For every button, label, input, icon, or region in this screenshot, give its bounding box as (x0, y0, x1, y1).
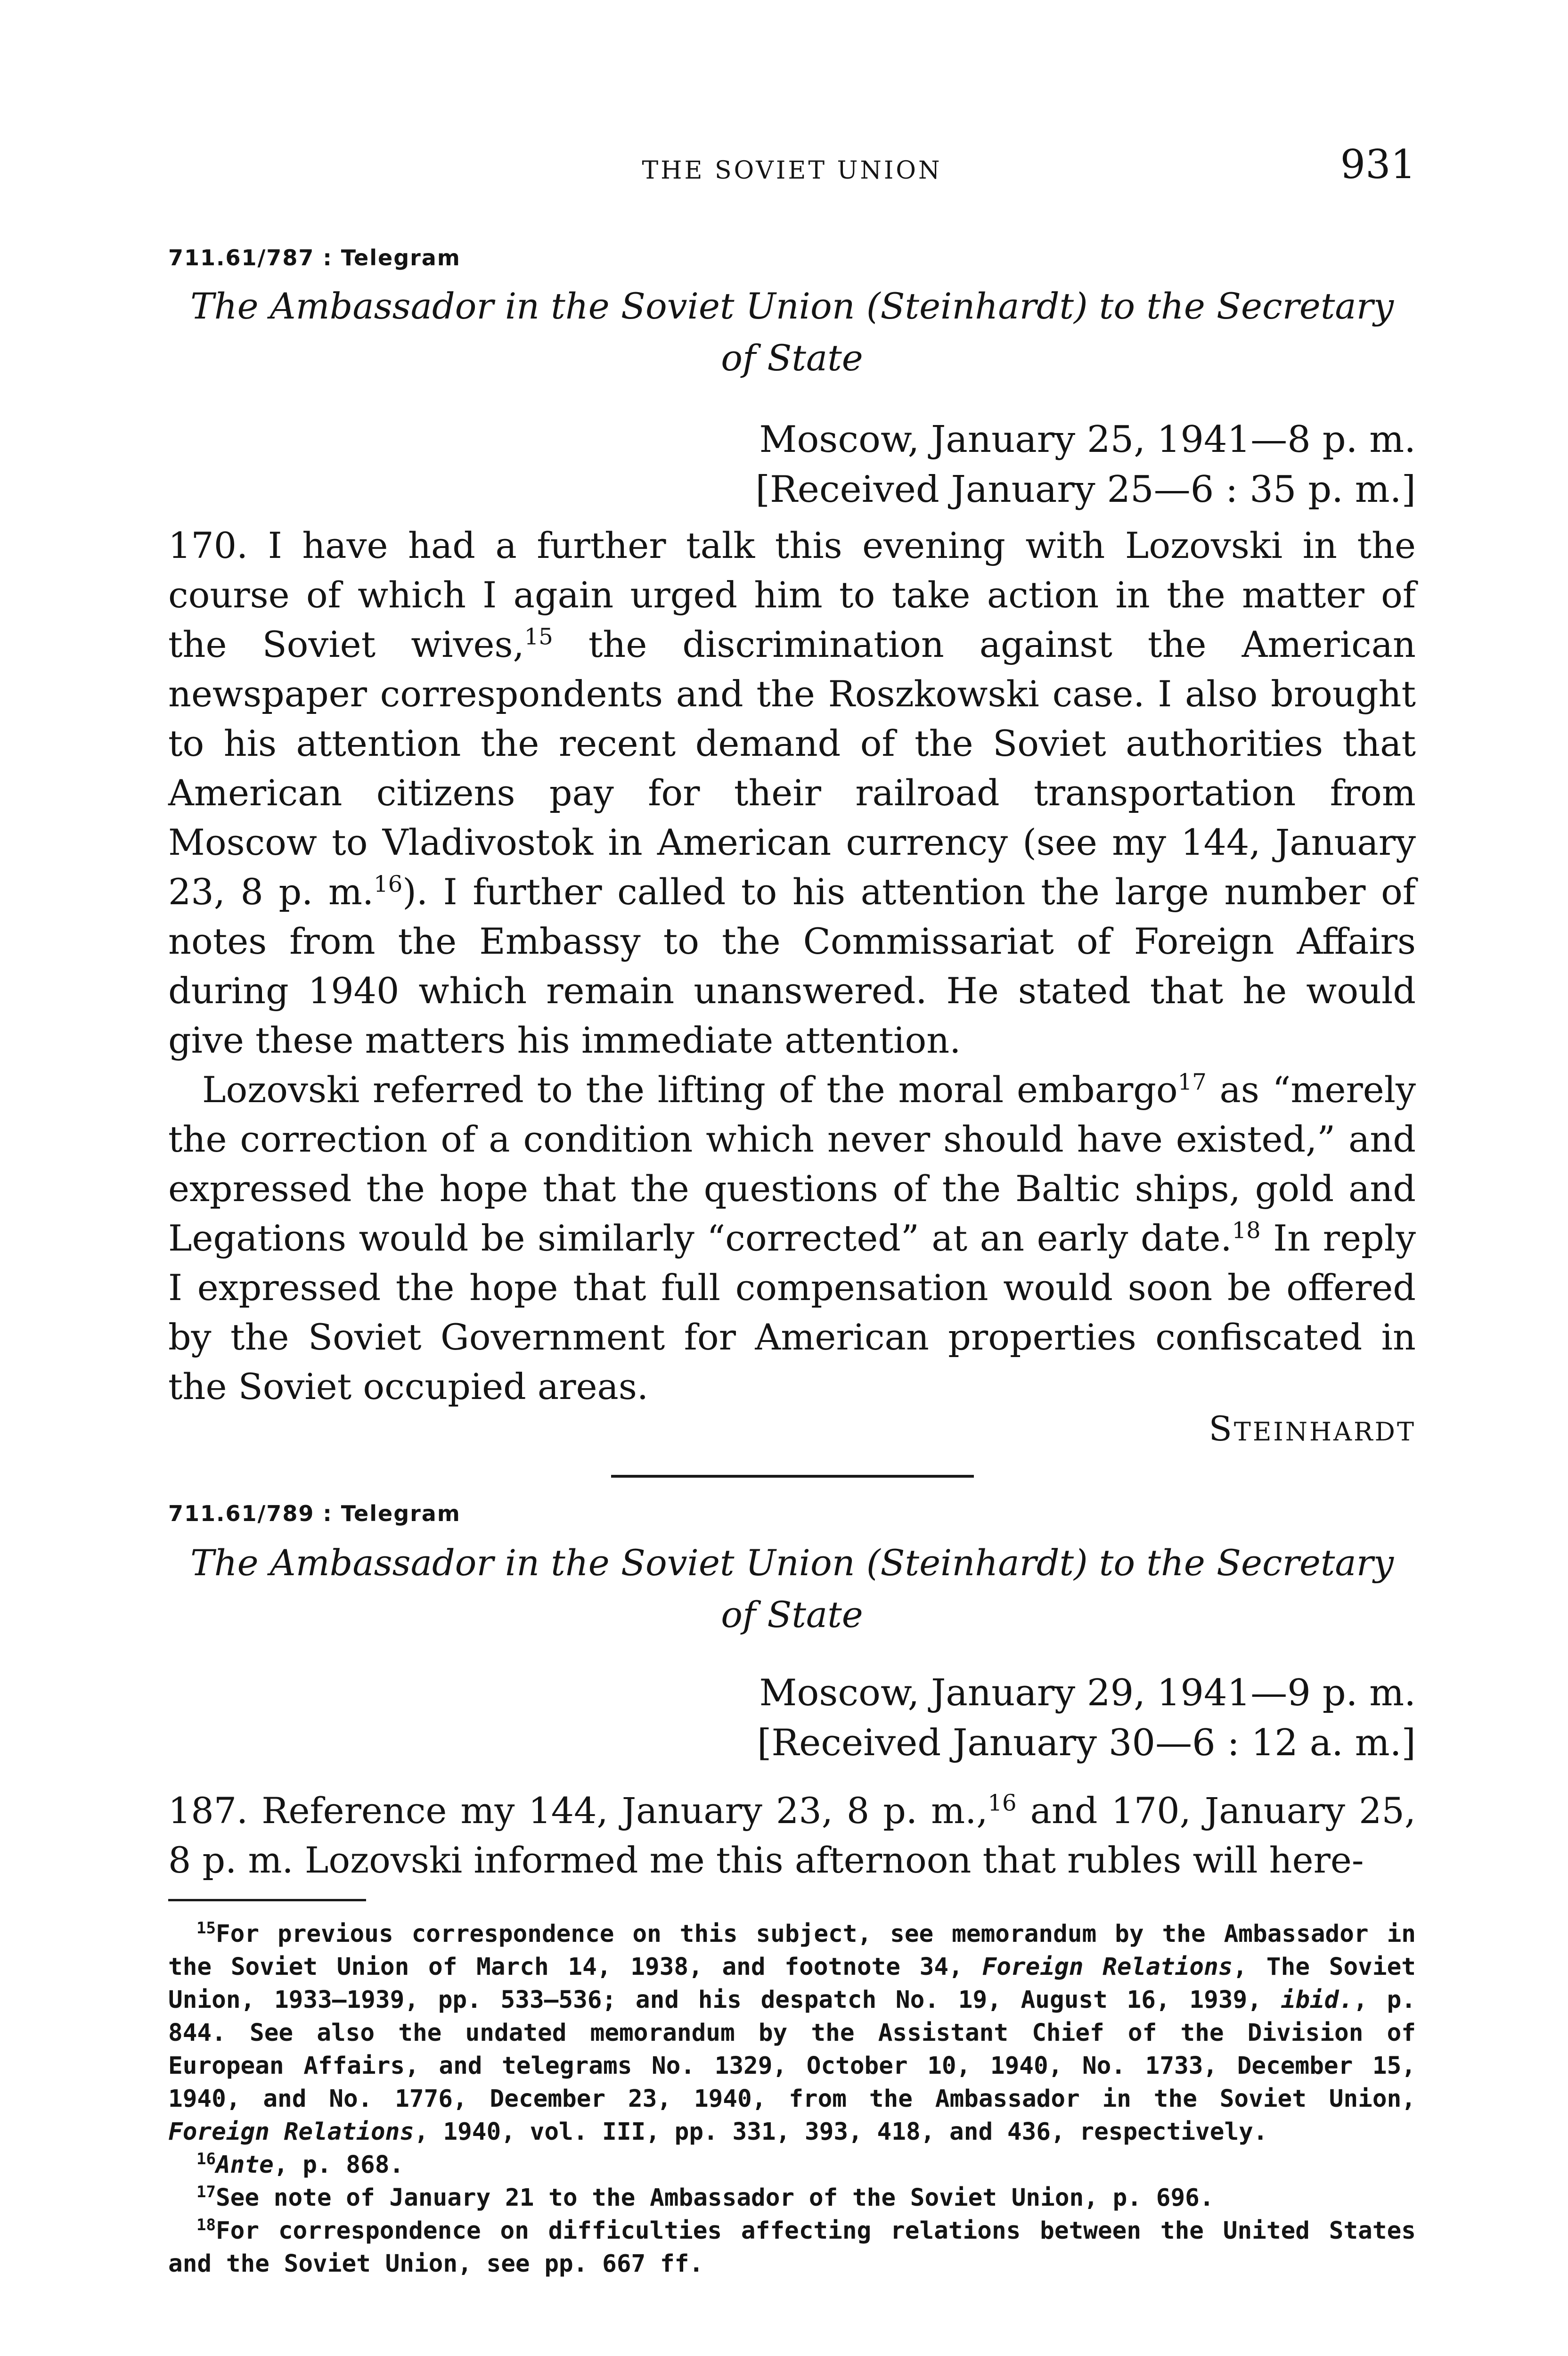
document-title (168, 1537, 1416, 1641)
footnote (168, 2215, 1416, 2281)
dateline-sent: Moscow, January 29, 1941—9 p. m. (759, 1672, 1416, 1714)
footnote (168, 2182, 1416, 2215)
document-title (168, 280, 1416, 384)
footnote-ref[interactable]: 15 (524, 623, 553, 650)
document-title-line: The Ambassador in the Soviet Union (Steinhardt) to the Secretary (190, 285, 1394, 327)
text-run: 187. Reference my 144, January 23, 8 p. m., (168, 1790, 988, 1832)
document-title-line: The Ambassador in the Soviet Union (Steinhardt) to the Secretary (190, 1542, 1394, 1584)
footnote (168, 2149, 1416, 2182)
text-run: the discrimination against the American newspaper correspondents and the Roszkowski case. I also brought to his attention the recent demand of the Soviet authorities that American citizens pay for their railroad transportation from Moscow to Vladivostok in American currency (see my 144, January 23, 8 p. m. (168, 623, 1416, 913)
running-head (168, 141, 1416, 193)
body-paragraph (168, 1786, 1416, 1885)
dateline-sent: Moscow, January 25, 1941—8 p. m. (759, 418, 1416, 461)
footnote-mark: 16 (196, 2150, 216, 2168)
footnote-italic-text: ibid. (1281, 1986, 1354, 2014)
section-divider (611, 1475, 974, 1478)
signature-rest: TEINHARDT (1233, 1417, 1416, 1447)
footnote-ref[interactable]: 16 (374, 871, 403, 898)
footnote (168, 1918, 1416, 2149)
text-run: In reply I expressed the hope that full compensation would soon be offered by the Soviet Government for American properties confiscated in the Soviet occupied areas. (168, 1217, 1416, 1407)
dateline (474, 415, 1416, 515)
footnote-text: , The Soviet Union, 1933–1939, pp. 533–536; and his despatch No. 19, August 16, 1939, (168, 1953, 1416, 2014)
footnote-mark: 18 (196, 2216, 216, 2234)
page (168, 0, 1416, 2356)
signature-initial: S (1209, 1409, 1234, 1448)
page-number: 931 (1340, 141, 1416, 188)
file-reference: 711.61/789 : Telegram (168, 1501, 461, 1526)
dateline-received: [Received January 30—6 : 12 a. m.] (757, 1722, 1416, 1764)
footnote-ref[interactable]: 18 (1232, 1217, 1261, 1244)
telegram-body (168, 1786, 1416, 1885)
footnote-text: , p. 868. (273, 2151, 404, 2179)
footnote-mark: 15 (196, 1919, 216, 1938)
footnote-text: For correspondence on difficulties affecting relations between the United States and the Soviet Union, see pp. 667 ff. (168, 2217, 1416, 2278)
footnote-mark: 17 (196, 2183, 216, 2201)
text-run: ). I further called to his attention the large number of notes from the Embassy to the Commissariat of Foreign Affairs during 1940 which remain unanswered. He stated that he would give these matters his immediate attention. (168, 871, 1416, 1061)
telegram-body (168, 521, 1416, 1411)
body-paragraph (168, 1065, 1416, 1411)
footnote-italic-text: Ante (215, 2151, 274, 2179)
footnotes (168, 1918, 1416, 2281)
footnote-ref[interactable]: 16 (988, 1790, 1017, 1816)
dateline-received: [Received January 25—6 : 35 p. m.] (755, 468, 1416, 511)
text-run: Lozovski referred to the lifting of the moral embargo (202, 1069, 1178, 1111)
footnote-italic-text: Foreign Relations (168, 2118, 414, 2146)
signature (1209, 1409, 1416, 1448)
document-title-line: of State (721, 337, 863, 379)
footnote-text: For previous correspondence on this subject, see memorandum by the Ambassador in the Soviet Union of March 14, 1938, and footnote 34, (168, 1920, 1416, 1981)
footnote-italic-text: Foreign Relations (982, 1953, 1233, 1981)
document-title-line: of State (721, 1594, 863, 1636)
running-title: THE SOVIET UNION (642, 156, 942, 185)
footnote-text: , 1940, vol. III, pp. 331, 393, 418, and 436, respectively. (414, 2118, 1268, 2146)
body-paragraph (168, 521, 1416, 1065)
text-run: 170. I have had a further talk this evening with Lozovski in the course of which I again urged him to take action in the matter of the Soviet wives, (168, 524, 1416, 665)
text-run: as “merely the correction of a condition which never should have existed,” and expressed the hope that the questions of the Baltic ships, gold and Legations would be similarly “corrected” at an early date. (168, 1069, 1416, 1259)
dateline (474, 1668, 1416, 1768)
footnote-text: See note of January 21 to the Ambassador of the Soviet Union, p. 696. (215, 2184, 1214, 2212)
text-run: and 170, January 25, 8 p. m. Lozovski informed me this afternoon that rubles will here- (168, 1790, 1416, 1881)
file-reference: 711.61/787 : Telegram (168, 245, 461, 270)
footnote-rule (168, 1899, 366, 1901)
footnote-ref[interactable]: 17 (1177, 1069, 1207, 1096)
footnote-text: , p. 844. See also the undated memorandum by the Assistant Chief of the Division of European Affairs, and telegrams No. 1329, October 10, 1940, No. 1733, December 15, 1940, and No. 1776, December 23, 1940, from the Ambassador in the Soviet Union, (168, 1986, 1416, 2113)
